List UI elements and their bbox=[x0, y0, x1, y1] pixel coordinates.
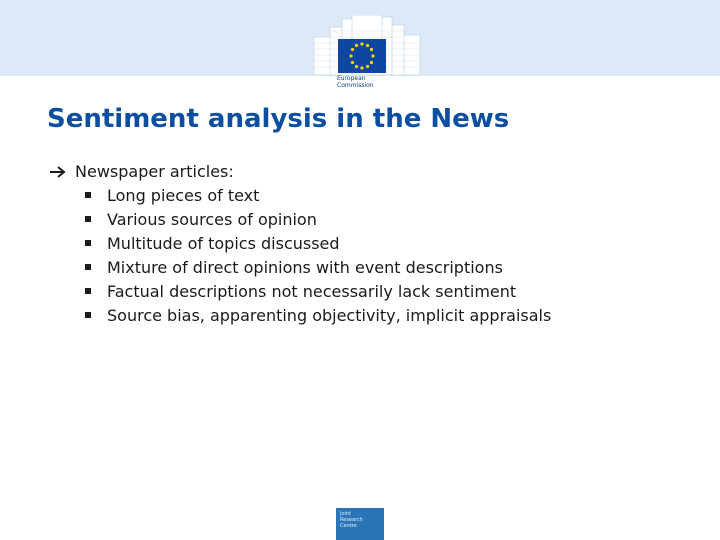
logo-text-line2: Commission bbox=[337, 82, 374, 89]
square-bullet-icon bbox=[85, 288, 91, 294]
sub-bullet-text: Source bias, apparenting objectivity, implicit appraisals bbox=[107, 305, 552, 325]
bullet-main-text: Newspaper articles: bbox=[75, 162, 234, 181]
sub-bullet bbox=[48, 279, 708, 303]
arrow-bullet-icon bbox=[48, 164, 68, 180]
sub-bullet-text: Factual descriptions not necessarily lack sentiment bbox=[107, 281, 517, 301]
logo-text bbox=[337, 75, 397, 89]
jrc-line2: Research bbox=[340, 517, 363, 523]
sub-bullet-text: Various sources of opinion bbox=[107, 209, 317, 229]
slide-title: Sentiment analysis in the News bbox=[47, 104, 510, 134]
jrc-logo bbox=[336, 508, 384, 540]
square-bullet-icon bbox=[85, 192, 91, 198]
square-bullet-icon bbox=[85, 216, 91, 222]
bullet-main bbox=[48, 160, 708, 183]
square-bullet-icon bbox=[85, 240, 91, 246]
sub-bullet-text: Multitude of topics discussed bbox=[107, 233, 340, 253]
square-bullet-icon bbox=[85, 312, 91, 318]
sub-bullet-text: Mixture of direct opinions with event descriptions bbox=[107, 257, 503, 277]
sub-bullet bbox=[48, 303, 708, 327]
bullet-list bbox=[48, 160, 708, 327]
sub-bullet bbox=[48, 183, 708, 207]
square-bullet-icon bbox=[85, 264, 91, 270]
logo-text-line1: European bbox=[337, 75, 366, 82]
sub-bullet bbox=[48, 231, 708, 255]
sub-bullet bbox=[48, 255, 708, 279]
jrc-line1: Joint bbox=[340, 511, 352, 517]
sub-bullet bbox=[48, 207, 708, 231]
sub-bullet-text: Long pieces of text bbox=[107, 185, 260, 205]
jrc-line3: Centre bbox=[340, 523, 357, 529]
jrc-logo-text bbox=[340, 511, 363, 529]
